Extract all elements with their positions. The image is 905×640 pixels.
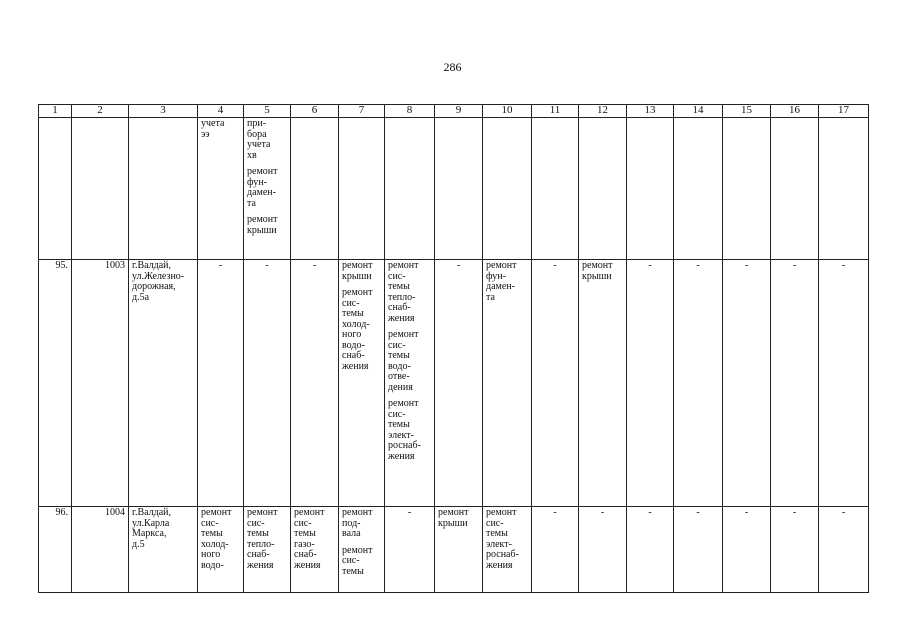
table-cell (532, 118, 579, 260)
cell-entry (774, 261, 815, 272)
cell-text-line: элект- (388, 429, 414, 441)
cell-text-line: водо- (342, 339, 365, 351)
column-number: 15 (723, 105, 771, 118)
table-cell (819, 507, 869, 593)
column-number: 1 (39, 105, 72, 118)
table-cell (72, 118, 129, 260)
cell-text-line: роснаб- (486, 549, 519, 560)
table-cell (39, 507, 72, 593)
cell-text-line: темы (388, 281, 410, 292)
table-cell (674, 507, 723, 593)
cell-text-line: фун- (486, 270, 506, 282)
cell-text-line: жения (388, 312, 415, 324)
cell-text-line: 1003 (105, 260, 125, 271)
cell-text-line: ремонт (247, 166, 278, 177)
table-cell (674, 118, 723, 260)
table-cell (291, 507, 339, 593)
cell-text-line: ного (342, 329, 362, 340)
cell-text-line: сис- (388, 339, 406, 351)
cell-entry (247, 167, 287, 209)
cell-text-line: - (792, 260, 797, 271)
table-cell (385, 118, 435, 260)
cell-text-line: сис- (388, 270, 406, 282)
cell-entry (388, 508, 431, 519)
cell-text-line: элект- (486, 538, 512, 550)
table-cell (819, 260, 869, 507)
cell-text-line: отве- (388, 371, 410, 382)
table-cell (385, 507, 435, 593)
cell-text-line: - (218, 260, 223, 271)
cell-text-line: ремонт (486, 260, 517, 271)
column-number: 5 (244, 105, 291, 118)
cell-text-line: ремонт (486, 507, 517, 518)
cell-entry (342, 288, 381, 372)
cell-text-line: ул.Железно- (132, 270, 185, 282)
cell-text-line: холод- (201, 538, 229, 550)
cell-text-line: темы (201, 528, 223, 539)
table-cell (627, 118, 674, 260)
cell-text-line: ул.Карла (132, 517, 170, 529)
table-cell (129, 260, 198, 507)
cell-entry (677, 508, 719, 519)
cell-text-line: - (553, 260, 557, 271)
column-number: 4 (198, 105, 244, 118)
cell-text-line: ремонт (247, 507, 278, 518)
cell-text-line: жения (247, 559, 274, 571)
table-row (39, 507, 869, 593)
table-row (39, 260, 869, 507)
table-cell (483, 118, 532, 260)
cell-text-line: крыши (582, 270, 612, 282)
cell-text-line: - (696, 507, 700, 518)
cell-text-line: темы (342, 565, 364, 577)
cell-text-line: газо- (294, 538, 315, 550)
column-number: 14 (674, 105, 723, 118)
cell-text-line: 1004 (105, 507, 125, 518)
cell-entry (630, 261, 670, 272)
cell-entry (822, 261, 865, 272)
table-cell (771, 118, 819, 260)
cell-text-line: темы (486, 528, 508, 539)
cell-text-line: холод- (342, 318, 370, 330)
table-cell (244, 507, 291, 593)
cell-text-line: та (486, 291, 495, 303)
cell-text-line: г.Валдай, (132, 260, 172, 271)
cell-text-line: крыши (438, 517, 468, 529)
table-cell (435, 118, 483, 260)
cell-entry (342, 508, 381, 540)
table-cell (579, 507, 627, 593)
cell-text-line: дения (388, 381, 413, 393)
column-number: 11 (532, 105, 579, 118)
table-cell (483, 260, 532, 507)
cell-text-line: ного (201, 549, 221, 560)
header-row (39, 105, 869, 118)
table-cell (39, 260, 72, 507)
cell-text-line: крыши (247, 224, 277, 236)
cell-entry (726, 508, 767, 519)
cell-text-line: - (407, 507, 412, 518)
cell-text-line: ремонт (201, 507, 232, 518)
cell-text-line: роснаб- (388, 440, 421, 451)
cell-entry (535, 261, 575, 272)
cell-entry (132, 508, 194, 550)
table-cell (72, 507, 129, 593)
cell-entry (486, 508, 528, 571)
cell-text-line: вала (342, 528, 361, 539)
cell-text-line: д.5 (132, 538, 145, 550)
cell-entry (75, 261, 125, 272)
works-table (38, 104, 869, 593)
column-number: 10 (483, 105, 532, 118)
table-cell (198, 260, 244, 507)
cell-text-line: фун- (247, 176, 267, 188)
table-cell (674, 260, 723, 507)
cell-text-line: жения (294, 559, 321, 571)
cell-text-line: - (841, 260, 846, 271)
table-cell (244, 260, 291, 507)
cell-text-line: - (648, 507, 652, 518)
cell-text-line: снаб- (294, 549, 317, 560)
table-cell (723, 118, 771, 260)
cell-text-line: ремонт (342, 287, 373, 298)
cell-entry (388, 261, 431, 324)
cell-text-line: ремонт (388, 398, 419, 409)
cell-text-line: - (792, 507, 797, 518)
cell-text-line: ээ (201, 128, 210, 140)
cell-entry (438, 261, 479, 272)
cell-text-line: Маркса, (132, 528, 167, 539)
table-cell (39, 118, 72, 260)
cell-entry (774, 508, 815, 519)
cell-text-line: сис- (486, 517, 504, 529)
cell-text-line: снаб- (342, 350, 365, 361)
cell-text-line: ремонт (294, 507, 325, 518)
cell-text-line: темы (388, 350, 410, 361)
table-cell (339, 260, 385, 507)
cell-text-line: учета (201, 118, 225, 129)
cell-entry (388, 399, 431, 462)
cell-text-line: - (265, 260, 269, 271)
cell-text-line: ремонт (388, 329, 419, 340)
cell-text-line: дамен- (247, 187, 276, 198)
cell-entry (247, 508, 287, 571)
table-cell (72, 260, 129, 507)
cell-text-line: сис- (342, 555, 360, 566)
cell-text-line: 95. (55, 260, 68, 271)
cell-text-line: снаб- (388, 302, 411, 313)
cell-entry (75, 508, 125, 519)
table-cell (627, 260, 674, 507)
cell-text-line: учета (247, 139, 271, 150)
cell-entry (247, 119, 287, 161)
cell-entry (247, 261, 287, 272)
cell-text-line: ремонт (247, 214, 278, 225)
cell-text-line: - (456, 260, 461, 271)
cell-text-line: тепло- (247, 538, 275, 550)
cell-entry (42, 261, 68, 272)
cell-entry (201, 261, 240, 272)
cell-text-line: темы (388, 419, 410, 430)
cell-text-line: темы (342, 308, 364, 319)
table-cell (385, 260, 435, 507)
cell-text-line: сис- (388, 408, 406, 420)
cell-text-line: темы (294, 528, 316, 539)
cell-text-line: та (247, 197, 256, 209)
cell-text-line: тепло- (388, 291, 416, 303)
table-cell (129, 118, 198, 260)
page-number: 286 (443, 60, 462, 74)
cell-entry (294, 508, 335, 571)
table-cell (723, 507, 771, 593)
cell-text-line: г.Валдай, (132, 507, 172, 518)
cell-text-line: ремонт (342, 507, 373, 518)
cell-text-line: ремонт (582, 260, 613, 271)
table-cell (435, 260, 483, 507)
cell-text-line: хв (247, 149, 257, 161)
cell-text-line: - (696, 260, 700, 271)
cell-entry (342, 261, 381, 282)
table-row (39, 118, 869, 260)
cell-text-line: темы (247, 528, 269, 539)
column-number: 8 (385, 105, 435, 118)
cell-entry (535, 508, 575, 519)
cell-text-line: бора (247, 128, 267, 140)
cell-text-line: дорожная, (132, 281, 176, 292)
cell-entry (726, 261, 767, 272)
cell-text-line: сис- (201, 517, 219, 529)
cell-text-line: - (841, 507, 846, 518)
cell-entry (822, 508, 865, 519)
cell-text-line: при- (247, 118, 267, 129)
column-number: 2 (72, 105, 129, 118)
column-number: 3 (129, 105, 198, 118)
cell-text-line: - (744, 260, 749, 271)
cell-text-line: снаб- (247, 549, 270, 560)
cell-entry (201, 119, 240, 140)
column-number: 6 (291, 105, 339, 118)
cell-text-line: водо- (201, 559, 224, 571)
column-number: 12 (579, 105, 627, 118)
column-number: 9 (435, 105, 483, 118)
column-number: 7 (339, 105, 385, 118)
cell-entry (677, 261, 719, 272)
cell-text-line: крыши (342, 270, 372, 282)
table-cell (244, 118, 291, 260)
table-cell (483, 507, 532, 593)
cell-entry (201, 508, 240, 571)
table-cell (339, 507, 385, 593)
cell-entry (342, 546, 381, 578)
table-cell (198, 118, 244, 260)
cell-entry (247, 215, 287, 236)
cell-text-line: сис- (294, 517, 312, 529)
cell-text-line: сис- (247, 517, 265, 529)
cell-entry (132, 261, 194, 303)
table-cell (339, 118, 385, 260)
cell-text-line: ремонт (342, 544, 373, 556)
column-number: 13 (627, 105, 674, 118)
table-cell (819, 118, 869, 260)
cell-text-line: ремонт (388, 260, 419, 271)
cell-text-line: жения (388, 450, 415, 462)
table-cell (532, 507, 579, 593)
cell-text-line: жения (486, 559, 513, 571)
cell-text-line: - (553, 507, 557, 518)
table-cell (532, 260, 579, 507)
cell-text-line: сис- (342, 297, 360, 309)
cell-entry (630, 508, 670, 519)
cell-text-line: ремонт (342, 260, 373, 271)
cell-text-line: водо- (388, 360, 411, 372)
cell-entry (486, 261, 528, 303)
table-cell (129, 507, 198, 593)
cell-entry (438, 508, 479, 529)
table-cell (579, 118, 627, 260)
table-cell (291, 118, 339, 260)
cell-entry (582, 508, 623, 519)
cell-text-line: дамен- (486, 281, 515, 292)
table-cell (771, 507, 819, 593)
cell-text-line: - (312, 260, 317, 271)
cell-text-line: ремонт (438, 507, 469, 518)
table-cell (579, 260, 627, 507)
table-cell (435, 507, 483, 593)
column-number: 16 (771, 105, 819, 118)
cell-text-line: - (600, 507, 605, 518)
cell-text-line: 96. (55, 507, 68, 518)
cell-text-line: д.5а (132, 291, 150, 303)
cell-entry (388, 330, 431, 393)
column-number: 17 (819, 105, 869, 118)
cell-entry (294, 261, 335, 272)
cell-text-line: под- (342, 517, 361, 529)
table-cell (771, 260, 819, 507)
cell-entry (42, 508, 68, 519)
table-cell (627, 507, 674, 593)
cell-entry (582, 261, 623, 282)
cell-text-line: жения (342, 360, 369, 372)
cell-text-line: - (648, 260, 652, 271)
table-cell (291, 260, 339, 507)
table-cell (723, 260, 771, 507)
cell-text-line: - (744, 507, 749, 518)
table-cell (198, 507, 244, 593)
